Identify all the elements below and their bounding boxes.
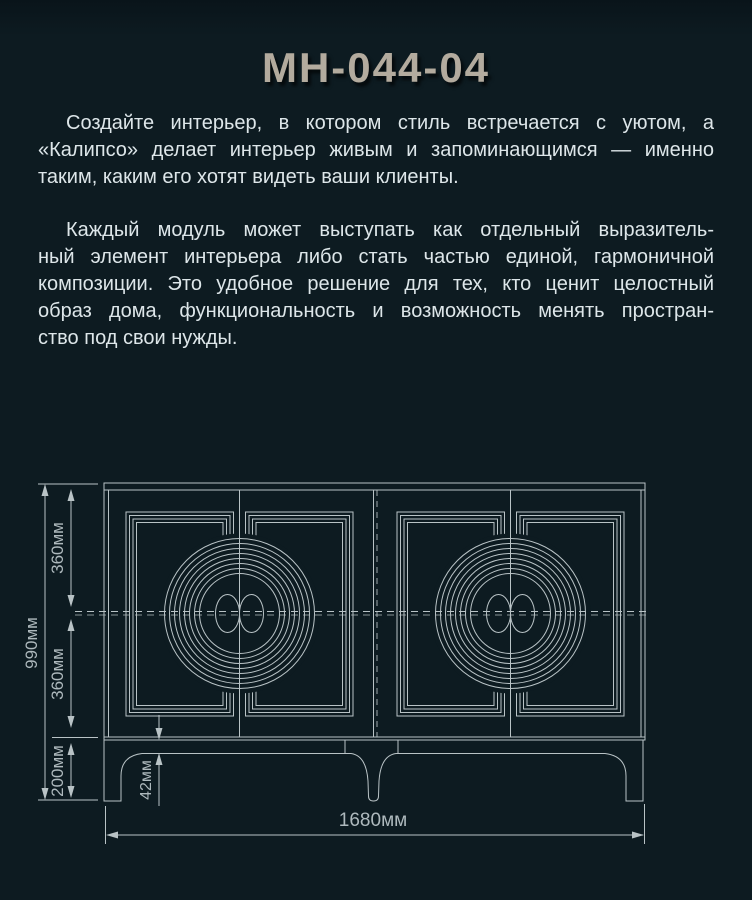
module-junction-line	[374, 490, 378, 737]
dim-label-legs-section: 200мм	[48, 745, 67, 797]
paragraph-line: Каждый модуль может выступать как отдельный выразитель-	[66, 219, 714, 241]
dim-top-section	[48, 489, 75, 607]
dim-middle-section	[48, 619, 75, 728]
dim-height-total	[22, 484, 49, 800]
dim-label-middle-section: 360мм	[48, 648, 67, 700]
apron-and-legs	[104, 740, 643, 801]
paragraph-line: композиции. Это удобное решение для тех, кто ценит целостный	[38, 273, 714, 295]
page-title: МН-044-04	[261, 44, 491, 91]
dim-label-apron: 42мм	[138, 760, 155, 800]
paragraph-line: Создайте интерьер, в котором стиль встречается с уютом, а	[66, 112, 714, 134]
dim-label-width-total: 1680мм	[338, 810, 408, 831]
right-module-ornament	[397, 490, 624, 737]
paragraph-line: таким, каким его хотят видеть ваши клиенты.	[38, 166, 459, 188]
paragraph-line: образ дома, функциональность и возможность менять простран-	[38, 300, 714, 322]
left-module-ornament	[126, 490, 353, 737]
dim-label-height-total: 990мм	[22, 617, 41, 669]
dim-label-top-section: 360мм	[48, 522, 67, 574]
paragraph-line: ный элемент интерьера либо стать частью единой, гармоничной	[38, 246, 714, 268]
dim-width-total	[106, 810, 644, 839]
dim-apron	[138, 715, 163, 806]
paragraph-line: «Калипсо» делает интерьер живым и запоминающимся — именно	[38, 139, 714, 161]
paragraph-line: ство под свои нужды.	[38, 327, 238, 349]
dim-legs-section	[48, 743, 75, 798]
